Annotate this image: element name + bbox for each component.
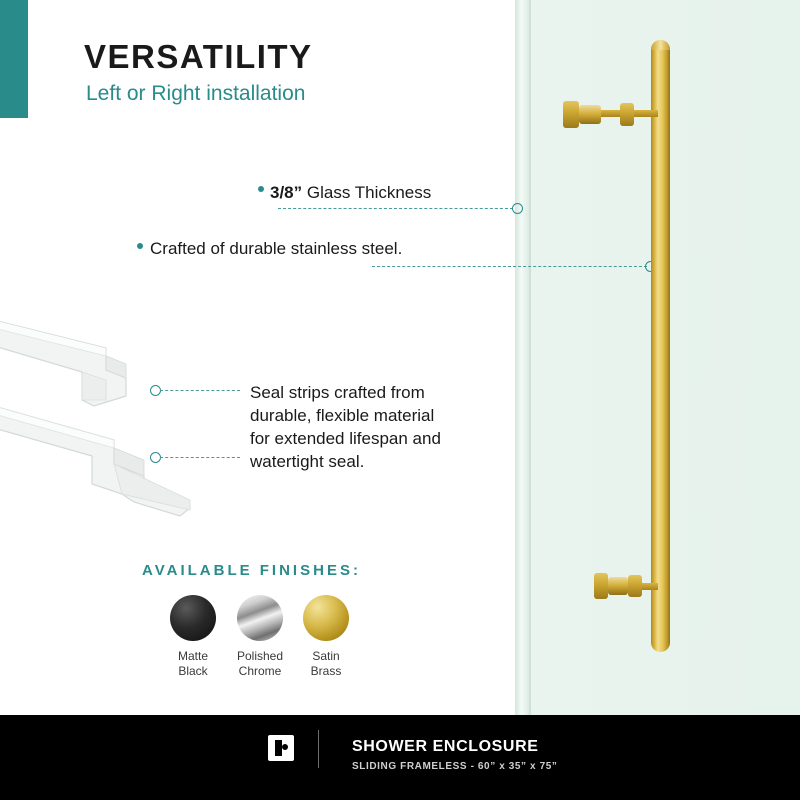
callout-glass-thickness bbox=[270, 181, 431, 204]
bullet-stainless-steel bbox=[137, 243, 143, 249]
handle-mount-ring-top bbox=[579, 105, 601, 124]
callout-stainless-steel: Crafted of durable stainless steel. bbox=[150, 239, 403, 258]
leader-line-seal-upper bbox=[160, 390, 240, 391]
callout-seal-line-1: Seal strips crafted from bbox=[250, 383, 425, 402]
glass-panel-edge-line bbox=[529, 0, 531, 715]
footer-bar bbox=[0, 715, 800, 800]
door-handle-bar bbox=[651, 40, 670, 652]
callout-seal-line-2: durable, flexible material bbox=[250, 406, 435, 425]
leader-endpoint-glass-thickness bbox=[512, 203, 523, 214]
callout-glass-thickness-label: Glass Thickness bbox=[302, 183, 432, 202]
finish-label-polished-chrome-line1: Polished bbox=[236, 649, 284, 663]
glass-panel-edge bbox=[515, 0, 529, 715]
finishes-title: AVAILABLE FINISHES: bbox=[142, 562, 361, 579]
finish-label-matte-black-line2: Black bbox=[178, 664, 208, 678]
callout-seal-line-4: watertight seal. bbox=[250, 452, 365, 471]
leader-line-glass-thickness bbox=[278, 208, 513, 209]
footer-product-title: SHOWER ENCLOSURE bbox=[352, 738, 539, 755]
brand-logo-icon bbox=[268, 735, 294, 761]
finish-swatch-polished-chrome[interactable] bbox=[237, 595, 283, 641]
handle-mount-collar-top bbox=[620, 103, 634, 126]
finish-label-matte-black bbox=[157, 649, 229, 679]
leader-line-stainless-steel bbox=[372, 266, 647, 267]
callout-seal-line-3: for extended lifespan and bbox=[250, 429, 441, 448]
handle-mount-base-top bbox=[563, 101, 579, 128]
accent-bar bbox=[0, 0, 28, 118]
callout-seal-strips bbox=[250, 381, 495, 473]
leader-line-seal-lower bbox=[160, 457, 240, 458]
handle-mount-ring-bottom bbox=[608, 577, 628, 595]
bullet-glass-thickness bbox=[258, 186, 264, 192]
finish-label-satin-brass bbox=[290, 649, 362, 679]
seal-strip-lower bbox=[0, 390, 214, 520]
finish-swatch-matte-black[interactable] bbox=[170, 595, 216, 641]
handle-mount-base-bottom bbox=[594, 573, 608, 599]
callout-glass-thickness-value: 3/8” bbox=[270, 183, 303, 202]
finish-label-satin-brass-line1: Satin bbox=[312, 649, 340, 663]
finish-swatch-satin-brass[interactable] bbox=[303, 595, 349, 641]
finish-label-polished-chrome-line2: Chrome bbox=[238, 664, 282, 678]
footer-product-subtitle: SLIDING FRAMELESS - 60” x 35” x 75” bbox=[352, 761, 558, 772]
finish-label-matte-black-line1: Matte bbox=[177, 649, 208, 663]
handle-mount-collar-bottom bbox=[628, 575, 642, 597]
footer-divider bbox=[318, 730, 319, 768]
page-subtitle: Left or Right installation bbox=[86, 82, 306, 105]
page-title: VERSATILITY bbox=[84, 38, 313, 75]
finish-label-satin-brass-line2: Brass bbox=[310, 664, 342, 678]
finish-label-polished-chrome bbox=[224, 649, 296, 679]
